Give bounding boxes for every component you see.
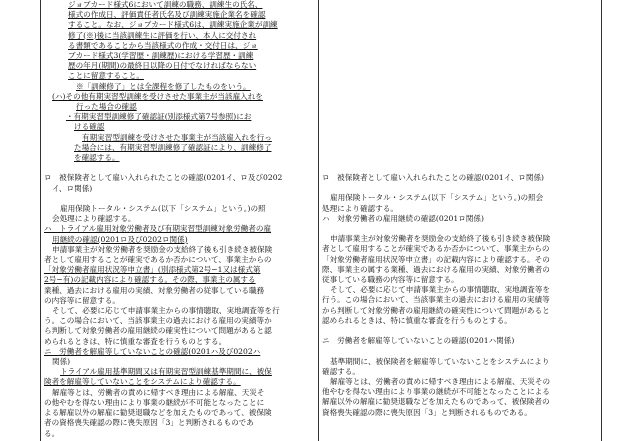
text-line: 用継続の確認(0201ロ及び0202ロ関係) — [52, 234, 188, 244]
jobcard-paragraph — [44, 0, 316, 92]
text-line: る書類であることから当該様式の作成・交付日は、ジョ — [68, 40, 258, 50]
text-line: 行う。この場合において、当該事業主の過去における雇用の実績等 — [322, 295, 550, 305]
section-ha-text — [44, 245, 316, 347]
text-line: ブカード様式3(学習歴・訓練歴)における学習歴・訓練 — [68, 51, 254, 61]
text-line: た場合には、有期実習型訓練修了確認証により、訓練修了 — [74, 142, 272, 152]
center-divider — [318, 0, 319, 441]
text-line: の他やむを得ない理由により事業の継続が不可能となったことに — [44, 397, 265, 407]
text-line: 申請事業主が対象労働者を奨励金の支給終了後も引き続き被保険 — [330, 234, 551, 244]
text-line: そして、必要に応じて申請事業主からの事情聴取、実地調査等を行 — [52, 306, 280, 316]
text-line: 雇用保険トータル・システム(以下「システム」という。)の照 — [60, 204, 266, 214]
text-line: 険者を解雇等していないことをシステムにより確認する。 — [44, 377, 241, 387]
left-margin-rule — [40, 0, 41, 441]
text-line: ロ 被保険者として雇い入れられたことの確認(0201イ、ロ及び0202 — [44, 173, 283, 183]
text-line: (ハ)その他有期実習型訓練を受けさせた事業主が当該雇入れを — [52, 91, 263, 101]
section-ha-heading: ハ 対象労働者の雇用継続の確認(0201ロ関係) — [322, 213, 484, 223]
text-line: 「対象労働者雇用状況等申立書」の記載内容により確認する。その — [322, 254, 550, 264]
text-line: 際、事業主の属する業種、過去における雇用の実績、対象労働者の — [322, 264, 550, 274]
text-line: 様式の作成日、評価責任者氏名及び訓練実施企業名を確認 — [68, 10, 266, 20]
section-ni-heading: ニ 労働者を解雇等していないことの確認(0201ハ関係) — [322, 336, 515, 346]
section-ro-text — [322, 193, 599, 213]
text-line: 資格喪失確認の際に喪失原因「3」と判断されるものである。 — [322, 407, 532, 417]
text-line: 確認する。 — [322, 366, 360, 376]
text-line: 修了(※)後に当該訓練生に評価を行い、本人に交付され — [68, 30, 257, 40]
left-column — [44, 0, 316, 439]
section-ha-heading — [44, 224, 316, 244]
section-ni-text — [44, 367, 316, 438]
text-line: すること。なお、ジョブカード様式6は、訓練実施企業が訓練 — [68, 20, 278, 30]
text-line: よる解雇以外の解雇に勧奨退職などを加えたものであって、被保険 — [44, 408, 272, 418]
section-ni-text — [322, 357, 599, 418]
text-line: 2号−有)の記載内容により確認する。その際、事業主の属する — [44, 275, 256, 285]
text-line: ら判断して対象労働者の雇用継続の確実性について問題があると認 — [44, 326, 272, 336]
text-line: 他やむを得ない理由により事業の継続が不可能となったことによる — [322, 387, 550, 397]
text-line: 「対象労働者雇用状況等申立書」(別添様式第2号−1又は様式第 — [44, 265, 261, 275]
text-line: 行った場合の確認 — [76, 102, 137, 112]
text-line: ける確認 — [74, 122, 105, 132]
text-line: ジョブカード様式6において訓練の職務、訓練生の氏名、 — [68, 0, 263, 9]
text-line: 解雇等とは、労働者の責めに帰すべき理由による解雇、天災そ — [52, 387, 265, 397]
training-cert-text — [44, 133, 316, 164]
text-line: 関係) — [52, 357, 71, 367]
text-line: ハ トライアル雇用対象労働者及び有期実習型訓練対象労働者の雇 — [44, 224, 272, 234]
text-line: 者として雇用することが確実であるか否かについて、事業主からの — [322, 244, 550, 254]
text-line: そして、必要に応じて申請事業主からの事情聴取、実地調査等を — [330, 285, 551, 295]
section-ni-heading — [44, 347, 316, 367]
text-line: ・有期実習型訓練修了確認証(別添様式第7号参照)にお — [66, 112, 252, 122]
section-ro-heading — [44, 173, 316, 193]
text-line: から判断して対象労働者の雇用継続の確実性について問題があると — [322, 305, 550, 315]
text-line: 解雇以外の解雇に勧奨退職などを加えたものであって、被保険者の — [322, 397, 550, 407]
text-line: う。この場合において、当該事業主の過去における雇用の実績等か — [44, 316, 272, 326]
text-line: 基準期間に、被保険者を解雇等していないことをシステムにより — [330, 356, 550, 366]
text-line: 従事している職務の内容等に留意する。 — [322, 275, 459, 284]
text-line: の内容等に留意する。 — [44, 295, 120, 305]
text-line: 歴の年月(期間)の最終日以降の日付でなければならない — [68, 61, 257, 71]
text-line: 雇用保険トータル・システム(以下「システム」という。)の照会 — [330, 193, 544, 203]
section-ro-heading: ロ 被保険者として雇い入れられたことの確認(0201イ、ロ関係) — [322, 173, 545, 182]
text-line: 会処理により確認する。 — [52, 214, 136, 224]
text-line: イ、ロ関係) — [52, 183, 93, 193]
text-line: 認められるときは、特に慎重な審査を行うものとする。 — [322, 315, 512, 325]
text-line: を確認する。 — [74, 153, 120, 163]
section-ha-text — [322, 234, 599, 326]
training-cert-bullet — [44, 112, 316, 132]
text-line: められるときは、特に慎重な審査を行うものとする。 — [44, 336, 227, 346]
text-line: 業種、過去における雇用の実績、対象労働者の従事している職務 — [44, 285, 265, 295]
text-line: トライアル雇用基準期間又は有期実習型訓練基準期間に、被保 — [60, 367, 272, 377]
text-line: ことに留意すること。 — [68, 71, 144, 81]
text-line: ※「訓練修了」とは全課程を修了したものをいう。 — [76, 81, 251, 91]
section-ro-text — [44, 204, 316, 224]
text-line: 申請事業主が対象労働者を奨励金の支給終了後も引き続き被保険 — [52, 244, 273, 254]
item-ha-heading — [44, 92, 316, 112]
text-line: る。 — [44, 428, 60, 438]
text-line: 者の資格喪失確認の際に喪失原因「3」と判断されるものであ — [44, 418, 254, 428]
right-margin-rule — [601, 0, 602, 441]
right-column — [322, 173, 599, 418]
text-line: 処理により確認する。 — [322, 203, 398, 213]
text-line: 有期実習型訓練を受けさせた事業主が当該雇入れを行っ — [82, 132, 272, 142]
text-line: 解雇等とは、労働者の責めに帰すべき理由による解雇、天災その — [330, 377, 551, 386]
text-line: 者として雇用することが確実であるか否かについて、事業主からの — [44, 255, 272, 265]
text-line: ニ 労働者を解雇等していないことの確認(0201ハ及び0202ハ — [44, 346, 261, 356]
